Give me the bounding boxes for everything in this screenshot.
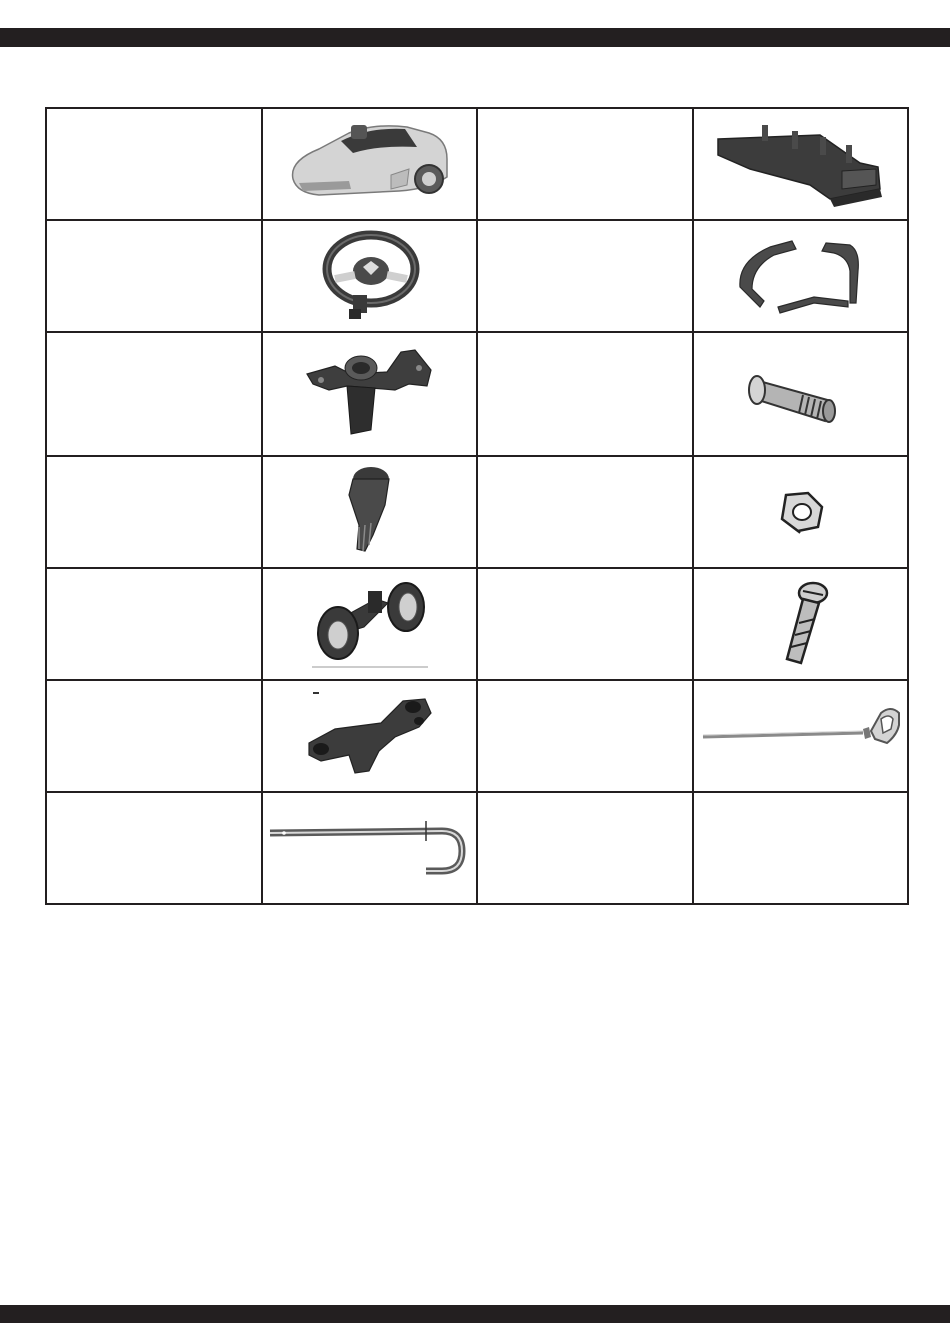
footer-bar bbox=[0, 1305, 950, 1323]
table-row bbox=[46, 108, 908, 220]
push-handle-rod-icon bbox=[695, 701, 905, 771]
empty-cell bbox=[693, 792, 909, 904]
part-image-cell bbox=[262, 680, 478, 792]
part-image-cell bbox=[693, 456, 909, 568]
battery-tray-icon bbox=[710, 119, 890, 209]
part-label-cell bbox=[477, 108, 693, 220]
table-row bbox=[46, 792, 908, 904]
front-wheel-assembly-icon bbox=[304, 577, 434, 672]
header-bar bbox=[0, 28, 950, 47]
steering-wheel-icon bbox=[309, 229, 429, 324]
part-label-cell bbox=[477, 792, 693, 904]
table-row bbox=[46, 456, 908, 568]
part-image-cell bbox=[693, 680, 909, 792]
bolt-icon bbox=[765, 579, 835, 669]
part-image-cell bbox=[262, 568, 478, 680]
table-row bbox=[46, 568, 908, 680]
part-label-cell bbox=[46, 568, 262, 680]
part-label-cell bbox=[477, 456, 693, 568]
part-label-cell bbox=[46, 332, 262, 456]
steering-column-mount-icon bbox=[299, 344, 439, 444]
part-label-cell bbox=[477, 568, 693, 680]
axle-pin-icon bbox=[745, 359, 855, 429]
table-row bbox=[46, 680, 908, 792]
hook-rod-icon bbox=[266, 813, 472, 883]
part-image-cell bbox=[693, 332, 909, 456]
car-body-icon bbox=[279, 119, 459, 209]
part-image-cell bbox=[693, 568, 909, 680]
part-label-cell bbox=[477, 332, 693, 456]
steering-shaft-cover-icon bbox=[329, 465, 409, 560]
part-image-cell bbox=[262, 456, 478, 568]
part-label-cell bbox=[477, 220, 693, 332]
part-label-cell bbox=[46, 792, 262, 904]
bracket-icon bbox=[299, 691, 439, 781]
part-image-cell bbox=[262, 108, 478, 220]
hex-nut-icon bbox=[770, 487, 830, 537]
part-image-cell bbox=[693, 108, 909, 220]
part-label-cell bbox=[477, 680, 693, 792]
parts-table bbox=[45, 107, 909, 905]
part-label-cell bbox=[46, 680, 262, 792]
table-row bbox=[46, 220, 908, 332]
windshield-frame-icon bbox=[730, 231, 870, 321]
part-image-cell bbox=[262, 220, 478, 332]
part-image-cell bbox=[693, 220, 909, 332]
part-label-cell bbox=[46, 108, 262, 220]
table-row bbox=[46, 332, 908, 456]
part-image-cell bbox=[262, 332, 478, 456]
part-label-cell bbox=[46, 220, 262, 332]
part-label-cell bbox=[46, 456, 262, 568]
part-image-cell bbox=[262, 792, 478, 904]
